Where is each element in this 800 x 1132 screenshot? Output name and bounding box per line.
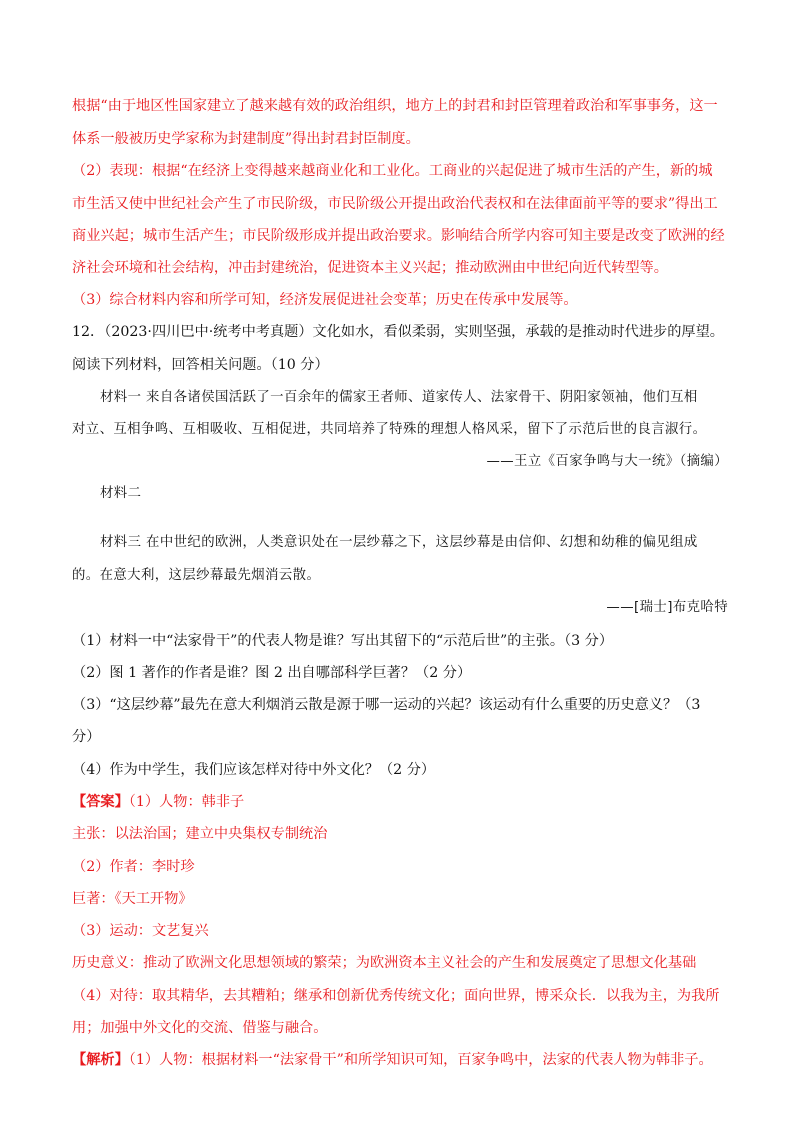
material-3-line-2: 的。在意大利，这层纱幕最先烟消云散。 xyxy=(72,568,321,583)
analysis-11-q2-line-3: 商业兴起；城市生活产生；市民阶级形成并提出政治要求。影响结合所学内容可知主要是改变了欧洲的经 xyxy=(72,228,725,244)
analysis-1-text: （1）人物：根据材料一“法家骨干”和所学知识可知，百家争鸣中，法家的代表人物为韩非子。 xyxy=(128,1052,713,1068)
answer-1-claim: 主张：以法治国；建立中央集权专制统治 xyxy=(72,826,328,842)
analysis-11-q2-line-1: （2）表现：根据“在经济上变得越来越商业化和工业化。工商业的兴起促进了城市生活的产生，新的城 xyxy=(72,163,713,179)
answer-3-movement: （3）运动：文艺复兴 xyxy=(72,923,209,939)
analysis-11-q2-line-4: 济社会环境和社会结构，冲击封建统治，促进资本主义兴起；推动欧洲由中世纪向近代转型等。 xyxy=(72,260,668,276)
question-12-sub-1: （1）材料一中“法家骨干”的代表人物是谁？写出其留下的“示范后世”的主张。（3 分） xyxy=(72,633,614,649)
question-12-header-line-1: 12．（2023·四川巴中·统考中考真题）文化如水，看似柔弱，实则坚强，承载的是推动时代进步的厚望。 xyxy=(72,324,724,340)
answer-2-work: 巨著：《天工开物》 xyxy=(72,891,193,907)
answer-line-1 xyxy=(72,792,732,812)
material-1-line-1: 材料一 来自各诸侯国活跃了一百余年的儒家王者师、道家传人、法家骨干、阴阳家领袖，他们互相 xyxy=(100,390,698,405)
material-2-label: 材料二 xyxy=(100,486,142,501)
answer-2-author: （2）作者：李时珍 xyxy=(72,859,195,875)
question-12-header-line-2: 阅读下列材料，回答相关问题。（10 分） xyxy=(72,357,329,373)
material-3-source: ——[瑞士]布克哈特 xyxy=(606,600,728,615)
question-12-sub-2: （2）图 1 著作的作者是谁？图 2 出自哪部科学巨著？（2 分） xyxy=(72,665,472,681)
analysis-11-line-2: 体系一般被历史学家称为封建制度”得出封君封臣制度。 xyxy=(72,131,420,147)
question-12-sub-3-line-1: （3）“这层纱幕”最先在意大利烟消云散是源于哪一运动的兴起？该运动有什么重要的历史意义？（3 xyxy=(72,697,701,713)
analysis-11-q3-line: （3）综合材料内容和所学可知，经济发展促进社会变革；历史在传承中发展等。 xyxy=(72,292,578,308)
analysis-11-q2-line-2: 市生活又使中世纪社会产生了市民阶级，市民阶级公开提出政治代表权和在法律面前平等的要求”得出工 xyxy=(72,196,718,212)
analysis-line-1 xyxy=(72,1050,732,1070)
answer-4-line-1: （4）对待：取其精华，去其糟粕；继承和创新优秀传统文化；面向世界，博采众长．以我为主，为我所 xyxy=(72,988,720,1004)
analysis-11-line-1: 根据“由于地区性国家建立了越来越有效的政治组织，地方上的封君和封臣管理着政治和军事事务，这一 xyxy=(72,98,718,114)
question-12-sub-4: （4）作为中学生，我们应该怎样对待中外文化？（2 分） xyxy=(72,762,436,778)
analysis-label: 【解析】 xyxy=(72,1052,129,1068)
material-1-source: ——王立《百家争鸣与大一统》（摘编） xyxy=(486,454,728,469)
material-1-line-2: 对立、互相争鸣、互相吸收、互相促进，共同培养了特殊的理想人格风采，留下了示范后世的良言淑行。 xyxy=(72,422,707,437)
answer-1-person: （1）人物：韩非子 xyxy=(128,794,245,810)
answer-4-line-2: 用；加强中外文化的交流、借鉴与融合。 xyxy=(72,1020,328,1036)
question-12-sub-3-line-2: 分） xyxy=(72,729,101,745)
answer-3-significance: 历史意义：推动了欧洲文化思想领域的繁荣；为欧洲资本主义社会的产生和发展奠定了思想文化基础 xyxy=(72,955,697,971)
material-3-line-1: 材料三 在中世纪的欧洲，人类意识处在一层纱幕之下，这层纱幕是由信仰、幻想和幼稚的偏见组成 xyxy=(100,535,698,550)
answer-label: 【答案】 xyxy=(72,794,129,810)
